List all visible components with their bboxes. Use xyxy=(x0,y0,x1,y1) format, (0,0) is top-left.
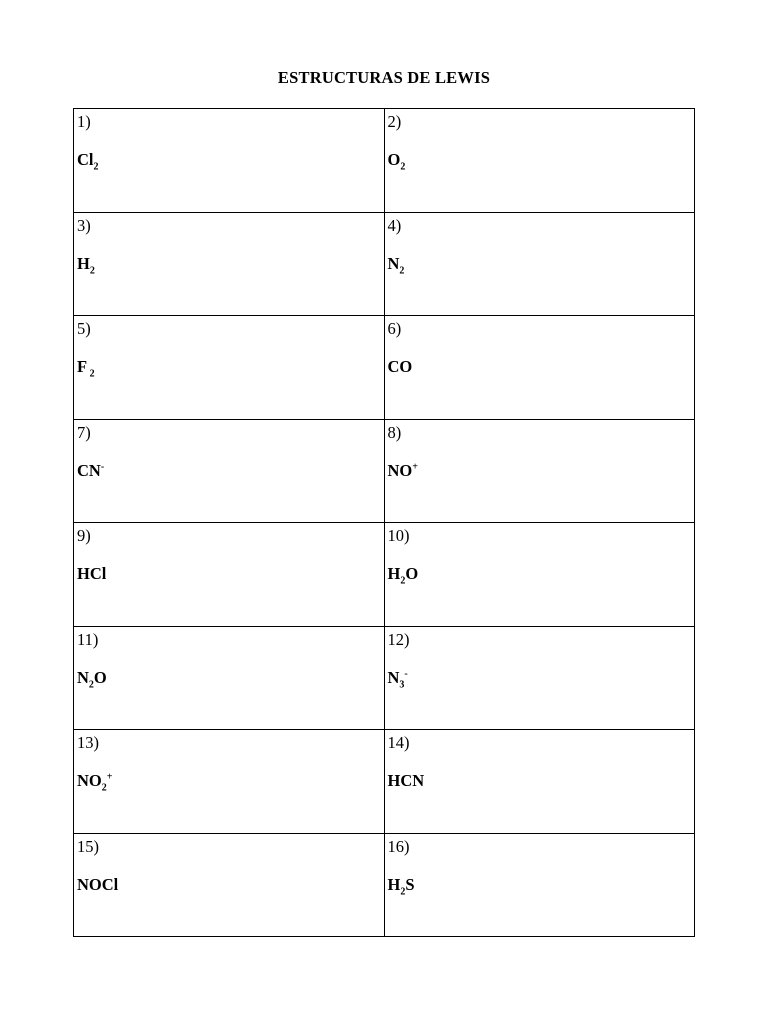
item-number: 12) xyxy=(387,629,410,649)
formula-subscript: 2 xyxy=(400,575,406,587)
formula-symbols: NO xyxy=(77,771,102,790)
chemical-formula xyxy=(77,461,381,481)
formula-charge: - xyxy=(100,461,105,472)
chemical-formula xyxy=(387,564,692,587)
formula-symbols: CO xyxy=(387,357,413,376)
chemical-formula xyxy=(388,254,692,274)
item-number: 16) xyxy=(387,836,410,856)
table-cell xyxy=(74,730,385,834)
chemical-formula xyxy=(77,357,381,380)
formula-symbols: H xyxy=(77,253,90,273)
chemical-formula xyxy=(388,771,692,791)
formula-charge: + xyxy=(412,461,418,472)
item-number: 3) xyxy=(77,215,91,235)
item-number: 10) xyxy=(387,526,410,545)
table-cell xyxy=(74,212,385,316)
table-cell xyxy=(384,626,695,730)
formula-symbols: N xyxy=(387,253,400,273)
table-row xyxy=(74,523,695,627)
chemical-formula xyxy=(77,254,381,274)
item-number: 11) xyxy=(77,629,99,649)
formula-subscript: 2 xyxy=(101,782,107,794)
formula-symbols: N xyxy=(77,667,89,687)
formula-symbols: NO xyxy=(387,460,413,480)
chemical-formula xyxy=(388,461,692,481)
item-number: 6) xyxy=(387,319,402,338)
formula-subscript: 2 xyxy=(400,885,406,897)
table-cell xyxy=(74,316,385,420)
formula-symbols: H xyxy=(387,564,401,583)
item-number: 9) xyxy=(77,526,91,545)
table-cell xyxy=(384,833,695,937)
formula-subscript: 2 xyxy=(399,264,405,276)
table-row xyxy=(74,212,695,316)
table-cell xyxy=(384,523,695,627)
item-number: 1) xyxy=(77,112,91,131)
table-cell xyxy=(384,109,695,213)
formula-symbols: H xyxy=(387,874,401,894)
table-cell xyxy=(384,419,695,523)
formula-symbols: O xyxy=(405,564,419,583)
item-number: 14) xyxy=(387,733,410,752)
formula-symbols: F xyxy=(77,357,88,376)
chemical-formula xyxy=(77,150,381,173)
table-body xyxy=(74,109,695,937)
formula-symbols: O xyxy=(93,667,107,687)
chemical-formula xyxy=(387,150,692,173)
formula-subscript: 2 xyxy=(93,161,99,173)
formula-symbols: O xyxy=(387,150,401,169)
formula-subscript: 2 xyxy=(89,264,95,276)
table-cell xyxy=(74,833,385,937)
item-number: 4) xyxy=(387,215,402,235)
chemical-formula xyxy=(388,875,692,895)
chemical-formula xyxy=(77,875,381,895)
item-number: 7) xyxy=(77,422,91,442)
chemical-formula xyxy=(388,668,692,688)
chemical-formula xyxy=(77,564,381,584)
formula-symbols: CN xyxy=(77,460,101,480)
table-row xyxy=(74,109,695,213)
table-row xyxy=(74,626,695,730)
formula-symbols: S xyxy=(405,874,415,894)
item-number: 8) xyxy=(387,422,402,442)
formula-symbols: HCl xyxy=(77,564,107,583)
formula-subscript: 2 xyxy=(88,678,94,690)
table-cell xyxy=(74,626,385,730)
formula-charge: + xyxy=(106,771,113,783)
table-cell xyxy=(384,730,695,834)
formula-charge: - xyxy=(404,668,408,679)
chemical-formula xyxy=(77,668,381,688)
formula-symbols: HCN xyxy=(387,771,425,790)
chemical-formula xyxy=(77,771,381,794)
item-number: 15) xyxy=(77,836,99,856)
formula-subscript: 3 xyxy=(399,678,405,690)
formula-symbols: NOCl xyxy=(77,874,119,894)
item-number: 5) xyxy=(77,319,91,338)
formula-subscript: 2 xyxy=(400,161,406,173)
table-row xyxy=(74,316,695,420)
table-cell xyxy=(384,212,695,316)
page-title: ESTRUCTURAS DE LEWIS xyxy=(277,68,491,87)
item-number: 13) xyxy=(77,733,99,752)
formula-subscript: 2 xyxy=(87,368,95,380)
table-row xyxy=(74,730,695,834)
chemical-formula xyxy=(388,357,692,377)
table-cell xyxy=(74,109,385,213)
formula-symbols: Cl xyxy=(77,150,94,169)
table-row xyxy=(74,833,695,937)
item-number: 2) xyxy=(387,112,402,131)
table-cell xyxy=(74,523,385,627)
table-cell xyxy=(74,419,385,523)
table-cell xyxy=(384,316,695,420)
table-row xyxy=(74,419,695,523)
formula-symbols: N xyxy=(387,667,400,687)
lewis-structures-table xyxy=(73,108,695,937)
